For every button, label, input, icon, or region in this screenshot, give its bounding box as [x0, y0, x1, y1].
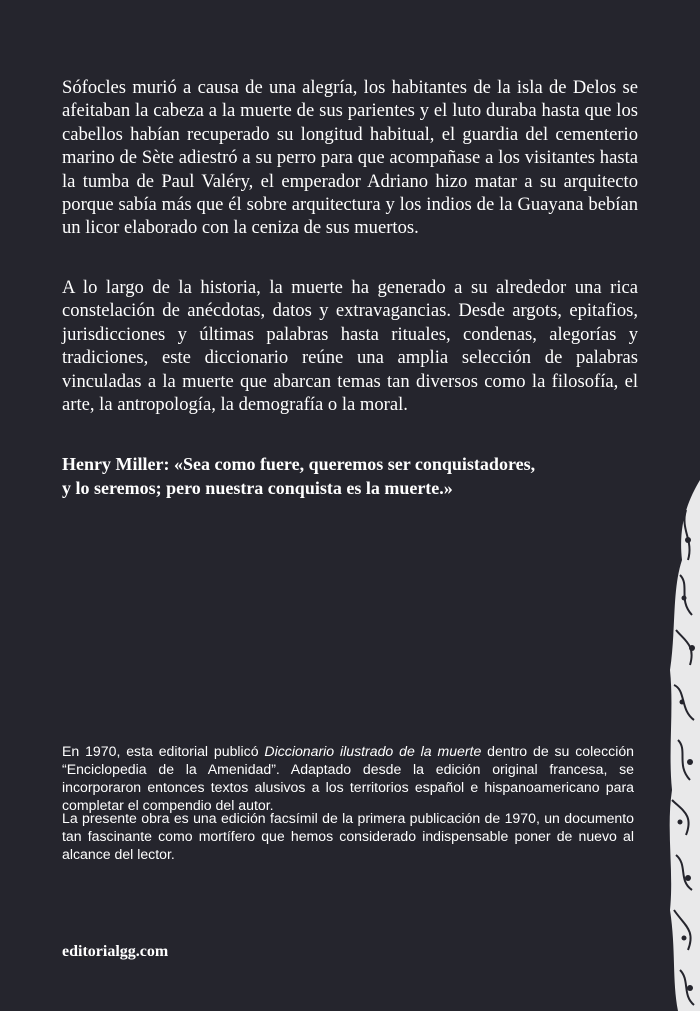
edition-note-1	[62, 742, 634, 814]
publisher-website: editorialgg.com	[62, 943, 169, 960]
description-paragraph-1: Sófocles murió a causa de una alegría, los habitantes de la isla de Delos se afeitaban la cabeza a la muerte de sus parientes y el luto duraba hasta que los cabellos habían recuperado su longitud habitual, el guardia del cementerio marino de Sète adiestró a su perro para que acompañase a los visitantes hasta la tumba de Paul Valéry, el emperador Adriano hizo matar a su arquitecto porque sabía más que él sobre arquitectura y los indios de la Guayana bebían un licor elaborado con la ceniza de sus muertos.	[62, 77, 638, 239]
quote-line-2: y lo seremos; pero nuestra conquista es la muerte.»	[62, 478, 453, 498]
description-paragraph-2: A lo largo de la historia, la muerte ha generado a su alrededor una rica constelación de anécdotas, datos y extravagancias. Desde argots, epitafios, jurisdicciones y últimas palabras hasta rituales, condenas, alegorías y tradiciones, este diccionario reúne una amplia selección de palabras vinculadas a la muerte que abarcan temas tan diversos como la filosofía, el arte, la antropología, la demografía o la moral.	[62, 277, 638, 416]
book-title: Diccionario ilustrado de la muerte	[264, 743, 482, 759]
henry-miller-quote	[62, 452, 662, 500]
edition-note-2: La presente obra es una edición facsímil de la primera publicación de 1970, un documento tan fascinante como mortífero que hemos considerado indispensable poner de nuevo al alcance del lector.	[62, 810, 634, 862]
edition-note-1-after: dentro de su colección “Enciclopedia de la Amenidad”. Adaptado desde la edición original francesa, se incorporaron entonces textos alusivos a los territorios español e hispanoamericano para completar el compendio del autor.	[62, 743, 635, 813]
engraving-illustration-edge	[666, 480, 700, 1011]
quote-line-1: Henry Miller: «Sea como fuere, queremos ser conquistadores,	[62, 454, 536, 474]
edition-note-1-before: En 1970, esta editorial publicó	[62, 743, 265, 759]
